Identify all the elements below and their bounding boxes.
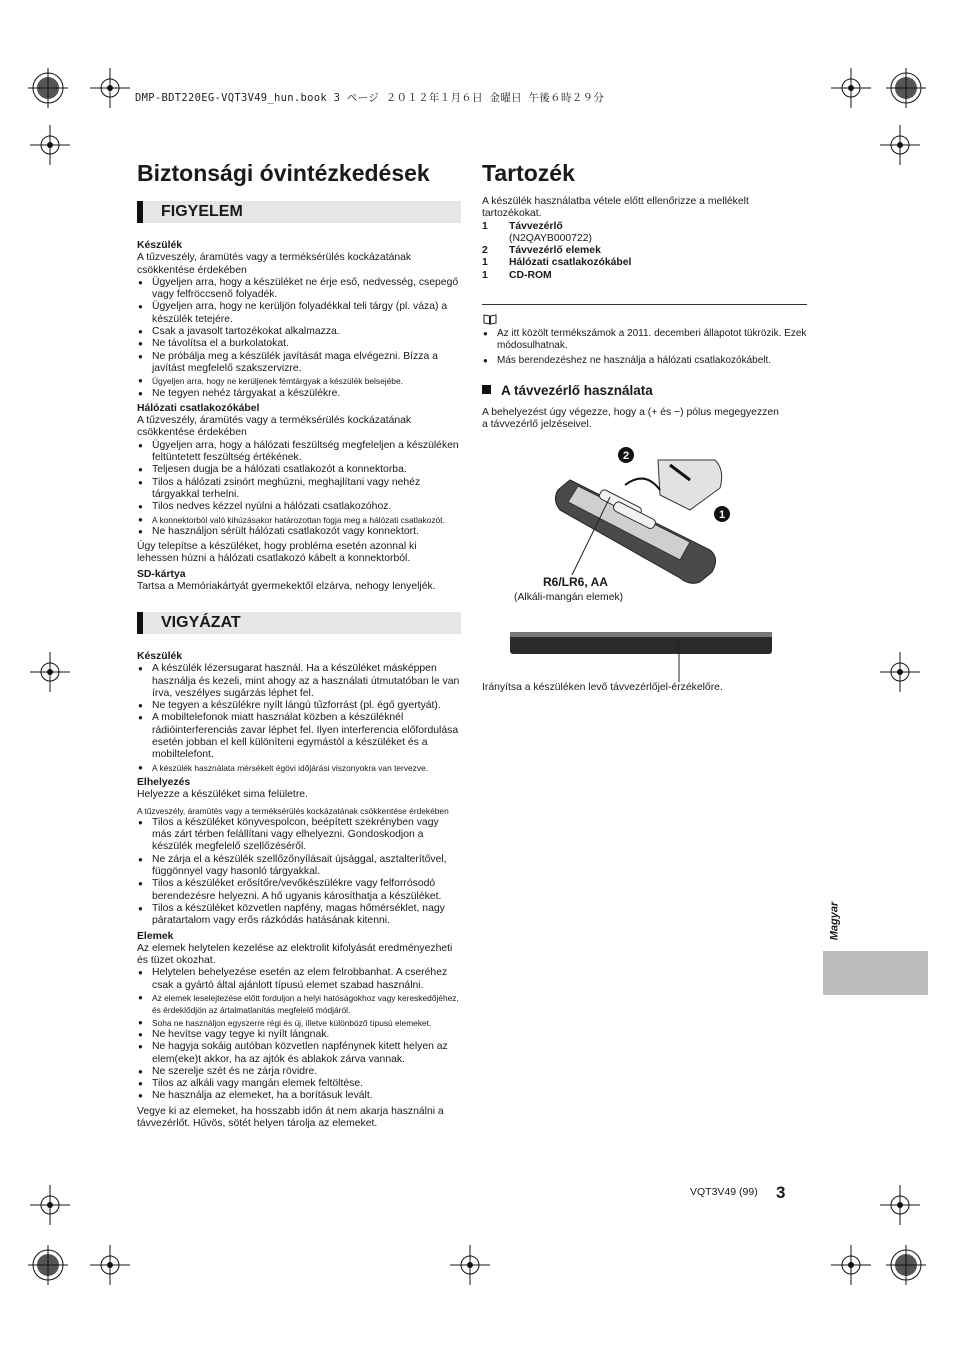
- crosshair-icon: [831, 1245, 871, 1285]
- figyelem-label: FIGYELEM: [161, 203, 243, 220]
- registration-mark-icon: [886, 68, 926, 108]
- section-heading: Készülék: [137, 240, 183, 251]
- language-label: Magyar: [828, 901, 841, 941]
- figyelem-section: [137, 237, 461, 593]
- list-item: ● Tilos a hálózati zsinórt meghúzni, meghajlítani vagy nehéz tárgyakkal terhelni.: [137, 477, 461, 502]
- crosshair-icon: [880, 652, 920, 692]
- paragraph: Tartsa a Memóriakártyát gyermekektől elzárva, nehogy lenyeljék.: [137, 581, 436, 593]
- list-item: ● Teljesen dugja be a hálózati csatlakozót a konnektorba.: [137, 464, 461, 476]
- registration-mark-icon: [28, 1245, 68, 1285]
- accessory-qty: 2: [482, 245, 488, 257]
- vigyazat-label: VIGYÁZAT: [161, 614, 241, 631]
- paragraph: A tűzveszély, áramütés vagy a terméksérülés kockázatának csökkentése érdekében: [137, 415, 412, 439]
- accessory-name: CD-ROM: [509, 269, 552, 281]
- vigyazat-section: [137, 648, 461, 1130]
- list-item: ● Tilos a készüléket közvetlen napfény, magas hőmérséklet, nagy páratartalom vagy erős rázkódás hatásának kitenni.: [137, 903, 461, 928]
- crosshair-icon: [880, 125, 920, 165]
- paragraph: Helyezze a készüléket sima felületre.: [137, 789, 308, 801]
- accessory-row: [482, 257, 807, 269]
- crosshair-icon: [30, 125, 70, 165]
- book-note-icon: [483, 314, 497, 325]
- accessory-qty: 1: [482, 269, 488, 281]
- page-title-accessories: Tartozék: [482, 160, 575, 186]
- list-item: ● Ügyeljen arra, hogy a készüléket ne érje eső, nedvesség, csepegő vagy felfröccsenő folyadék.: [137, 277, 461, 302]
- figyelem-bar: [137, 201, 461, 223]
- list-item: ● Ne használjon sérült hálózati csatlakozót vagy konnektort.: [137, 526, 461, 538]
- paragraph: A behelyezést úgy végezze, hogy a (+ és −) pólus megegyezzen a távvezérlő jelzéseivel.: [482, 407, 779, 431]
- crosshair-icon: [30, 1185, 70, 1225]
- section-heading: Elhelyezés: [137, 776, 191, 788]
- accessory-code: (N2QAYB000722): [509, 232, 592, 244]
- crosshair-icon: [880, 1185, 920, 1225]
- accessory-row: [482, 270, 807, 282]
- list-item: ● Ne próbálja meg a készülék javítását maga elvégezni. Bízza a javítást megfelelő szakszervizre.: [137, 351, 461, 376]
- paragraph: Irányítsa a készüléken levő távvezérlőjel-érzékelőre.: [482, 682, 723, 693]
- square-bullet-icon: [482, 385, 491, 394]
- file-info-header: DMP-BDT220EG-VQT3V49_hun.book 3 ページ ２０１２年１月６日 金曜日 午後６時２９分: [135, 92, 605, 104]
- paragraph: A tűzveszély, áramütés vagy a terméksérülés kockázatának csökkentése érdekében: [137, 252, 412, 276]
- notes-section: [482, 328, 812, 367]
- list-item: ● Soha ne használjon egyszerre régi és új, illetve különböző típusú elemeket.: [137, 1017, 461, 1029]
- crosshair-icon: [450, 1245, 490, 1285]
- note-item: ● Más berendezéshez ne használja a hálózati csatlakozókábelt.: [482, 355, 812, 367]
- crosshair-icon: [90, 1245, 130, 1285]
- list-item: ● A konnektorból való kihúzásakor határozottan fogja meg a hálózati csatlakozót.: [137, 514, 461, 526]
- list-item: ● Ne zárja el a készülék szellőzőnyílásait újsággal, asztalterítővel, függönnyel vagy hasonló tárgyakkal.: [137, 854, 461, 879]
- list-item: ● A készülék lézersugarat használ. Ha a készüléket másképpen használja és kezeli, mint ahogy az a használati útmutatóban le van írva, veszélyes sugárzás léphet fel.: [137, 663, 461, 700]
- accessory-qty: 1: [482, 257, 488, 269]
- note-item: ● Az itt közölt termékszámok a 2011. decemberi állapotot tükrözik. Ezek módosulhatnak.: [482, 328, 812, 352]
- section-heading: SD-kártya: [137, 568, 186, 580]
- list-item: ● Ne használja az elemeket, ha a borításuk levált.: [137, 1090, 461, 1102]
- registration-mark-icon: [28, 68, 68, 108]
- list-item: ● Ne szerelje szét és ne zárja rövidre.: [137, 1066, 461, 1078]
- list-item: ● Ügyeljen arra, hogy a hálózati feszültség megfeleljen a készüléken feltüntetett feszültség értékének.: [137, 440, 461, 465]
- accessories-section: [482, 196, 807, 282]
- list-item: ● Tilos nedves kézzel nyúlni a hálózati csatlakozóhoz.: [137, 501, 461, 513]
- section-heading: Elemek: [137, 930, 174, 942]
- remote-usage-heading: [482, 383, 653, 398]
- step-1-badge: [713, 505, 731, 523]
- accessory-qty: 1: [482, 220, 488, 232]
- accessory-row: [482, 221, 807, 233]
- accessory-name: Távvezérlő: [509, 220, 563, 232]
- step-2-number: 2: [622, 450, 630, 462]
- remote-usage-heading-text: A távvezérlő használata: [501, 383, 653, 398]
- list-item: ● Tilos a készüléket könyvespolcon, beépített szekrényben vagy más zárt térben felállítani vagy elhelyezni. Gondoskodjon a készülék megfelelő szellőzéséről.: [137, 817, 461, 854]
- page-title-safety: Biztonsági óvintézkedések: [137, 160, 430, 186]
- accessory-name: Hálózati csatlakozókábel: [509, 257, 632, 269]
- list-item: ● Ne hevítse vagy tegye ki nyílt lángnak.: [137, 1029, 461, 1041]
- battery-type-sub: (Alkáli-mangán elemek): [514, 592, 624, 603]
- battery-pointer-line: [560, 495, 620, 580]
- divider: [482, 304, 807, 305]
- section-heading: Készülék: [137, 651, 183, 662]
- list-item: ● Ügyeljen arra, hogy ne kerüljenek fémtárgyak a készülék belsejébe.: [137, 375, 461, 387]
- language-tab: [823, 951, 928, 995]
- paragraph: Az elemek helytelen kezelése az elektrolit kifolyását eredményezheti és tüzet okozhat.: [137, 942, 453, 967]
- list-item: ● Ne tegyen a készülékre nyílt lángú tűzforrást (pl. égő gyertyát).: [137, 700, 461, 712]
- sensor-instruction: [482, 682, 812, 694]
- crosshair-icon: [90, 68, 130, 108]
- list-item: ● Helytelen behelyezése esetén az elem felrobbanhat. A cseréhez csak a gyártó által ajánlott típusú elemet szabad használni.: [137, 967, 461, 992]
- battery-type-label: R6/LR6, AA: [543, 575, 608, 589]
- paragraph: Vegye ki az elemeket, ha hosszabb időn át nem akarja használni a távvezérlőt. Hűvös, sötét helyen tárolja az elemeket.: [137, 1105, 444, 1129]
- list-item: ● Ne tegyen nehéz tárgyakat a készülékre.: [137, 388, 461, 400]
- list-item: ● A készülék használata mérsékelt égövi időjárási viszonyokra van tervezve.: [137, 762, 461, 774]
- step-1-number: 1: [718, 509, 726, 521]
- remote-instructions: [482, 407, 782, 432]
- list-item: ● Ügyeljen arra, hogy ne kerüljön folyadékkal teli tárgy (pl. váza) a készülék tetejére.: [137, 301, 461, 326]
- crosshair-icon: [831, 68, 871, 108]
- accessory-row: [482, 245, 807, 257]
- list-item: ● Ne távolítsa el a burkolatokat.: [137, 338, 461, 350]
- list-item: ● Tilos az alkáli vagy mangán elemek feltöltése.: [137, 1078, 461, 1090]
- section-heading: Hálózati csatlakozókábel: [137, 402, 260, 414]
- paragraph: A készülék használatba vétele előtt ellenőrizze a mellékelt tartozékokat.: [482, 196, 749, 220]
- step-2-badge: [617, 446, 635, 464]
- list-item: ● Az elemek leselejtezése előtt forduljon a helyi hatóságokhoz vagy kereskedőjéhez, és érdeklődjön az ártalmatlanítás megfelelő módjáról.: [137, 992, 461, 1017]
- page-number: 3: [776, 1183, 786, 1202]
- registration-mark-icon: [886, 1245, 926, 1285]
- list-item: ● A mobiltelefonok miatt használat közben a készüléknél rádióinterferenciás zavar léphet fel. Ilyen interferencia előfordulása esetén jobban el kell különíteni egymástól a készüléket és a mobiltelefont.: [137, 712, 461, 761]
- list-item: ● Csak a javasolt tartozékokat alkalmazza.: [137, 326, 461, 338]
- paragraph: Úgy telepítse a készüléket, hogy probléma esetén azonnal ki lehessen húzni a hálózati csatlakozó kábelt a konnektorból.: [137, 541, 417, 565]
- accessory-name: Távvezérlő elemek: [509, 245, 601, 257]
- list-item: ● Ne hagyja sokáig autóban közvetlen napfénynek kitett helyen az elem(eke)t akkor, ha az ajtók és ablakok zárva vannak.: [137, 1041, 461, 1066]
- document-code: VQT3V49 (99): [690, 1186, 758, 1198]
- list-item: ● Tilos a készüléket erősítőre/vevőkészülékre vagy felforrósodó berendezésre helyezni. A hő ugyanis károsíthatja a készüléket.: [137, 878, 461, 903]
- vigyazat-bar: [137, 612, 461, 634]
- paragraph: A tűzveszély, áramütés vagy a terméksérülés kockázatának csökkentése érdekében: [137, 805, 449, 816]
- crosshair-icon: [30, 652, 70, 692]
- player-illustration: [510, 628, 772, 684]
